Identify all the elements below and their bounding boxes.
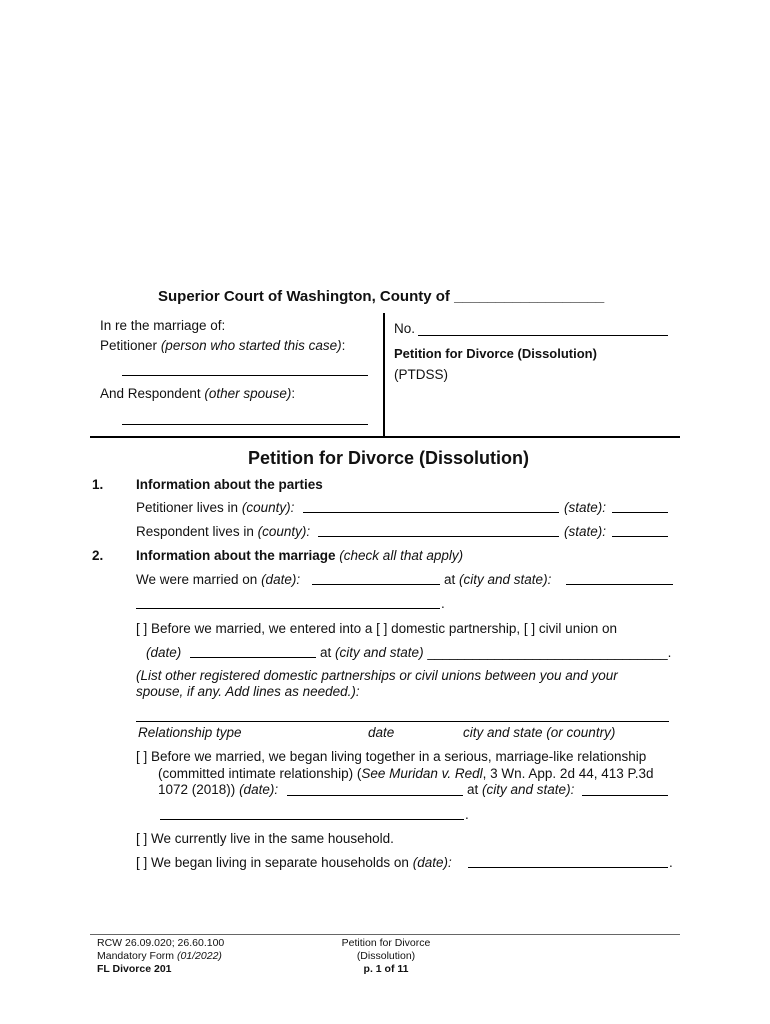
cohabitation-line-2 xyxy=(158,766,654,781)
caption-doc-title: Petition for Divorce (Dissolution) xyxy=(394,346,597,361)
dp-date-line[interactable] xyxy=(190,657,316,658)
cohab-date-line[interactable] xyxy=(287,795,463,796)
period: . xyxy=(465,807,469,822)
petitioner-county-line[interactable] xyxy=(303,512,559,513)
footer-form-id: FL Divorce 201 xyxy=(97,963,172,975)
case-number-label: No. xyxy=(394,321,416,336)
colon: : xyxy=(291,386,296,401)
footer-mandatory-date: (01/2022) xyxy=(176,950,222,962)
caption-divider xyxy=(383,313,385,437)
respondent-lives-label: Respondent lives in xyxy=(136,524,254,539)
case-number-line[interactable] xyxy=(418,335,668,336)
cohab-text-a: (committed intimate relationship) ( xyxy=(158,766,362,781)
marriage-date-line[interactable] xyxy=(312,584,440,585)
footer-title-2: (Dissolution) xyxy=(356,950,416,962)
section-1-heading: Information about the parties xyxy=(136,477,323,492)
date-label: (date): xyxy=(239,782,279,797)
county-label: (county): xyxy=(241,500,295,515)
main-title: Petition for Divorce (Dissolution) xyxy=(248,448,530,468)
marriage-place-row xyxy=(444,572,551,587)
petitioner-state-line[interactable] xyxy=(612,512,668,513)
footer-center xyxy=(316,937,456,976)
respondent-state-line[interactable] xyxy=(612,536,668,537)
footer-rule xyxy=(90,934,680,935)
at-label: at xyxy=(467,782,479,797)
married-on-label: We were married on xyxy=(136,572,258,587)
date-paren-label: (date) xyxy=(146,645,182,660)
respondent-label xyxy=(100,386,295,401)
footer-rcw: RCW 26.09.020; 26.60.100 xyxy=(97,937,225,949)
separate-households-row[interactable] xyxy=(136,855,452,870)
caption-doc-code: (PTDSS) xyxy=(394,367,448,382)
list-partnerships-note: (List other registered domestic partnerships or civil unions between you and your spouse, if any. Add lines as needed.): xyxy=(136,668,618,699)
separation-date-line[interactable] xyxy=(468,867,668,868)
city-state-paren-label: (city and state) xyxy=(335,645,424,660)
domestic-partnership-line[interactable]: [ ] Before we married, we entered into a [ ] domestic partnership, [ ] civil union on xyxy=(136,621,617,636)
petitioner-hint: (person who started this case) xyxy=(160,338,342,353)
cohab-text-b: , 3 Wn. App. 2d 44, 413 P.3d xyxy=(482,766,654,781)
cohabitation-line-3 xyxy=(158,782,278,797)
city-state-label: (city and state): xyxy=(459,572,552,587)
cohab-place-line-2[interactable] xyxy=(160,819,464,820)
footer-mandatory xyxy=(97,950,224,963)
footer-page-number: p. 1 of 11 xyxy=(363,963,409,975)
same-household-line[interactable]: [ ] We currently live in the same household. xyxy=(136,831,394,846)
respondent-name-line[interactable] xyxy=(122,424,368,425)
marriage-label: In re the marriage of: xyxy=(100,318,226,333)
county-blank[interactable]: __________________ xyxy=(454,288,605,305)
cohab-text-c: 1072 (2018)) xyxy=(158,782,240,797)
cohab-place-line[interactable] xyxy=(582,795,668,796)
section-2-heading-row xyxy=(136,548,463,563)
dp-date-row xyxy=(146,645,181,660)
respondent-hint: (other spouse) xyxy=(204,386,292,401)
date-label: (date): xyxy=(412,855,452,870)
petitioner-word: Petitioner xyxy=(100,338,158,353)
court-title-text: Superior Court of Washington, County of xyxy=(158,288,450,305)
at-label: at xyxy=(444,572,456,587)
col-date: date xyxy=(368,725,395,740)
section-1-number: 1. xyxy=(92,477,104,492)
city-state-label: (city and state): xyxy=(482,782,575,797)
col-city-state: city and state (or country) xyxy=(463,725,616,740)
section-2-hint: (check all that apply) xyxy=(339,548,464,563)
respondent-word: And Respondent xyxy=(100,386,201,401)
period: . xyxy=(669,855,673,870)
section-2-heading: Information about the marriage xyxy=(136,548,336,563)
col-relationship-type: Relationship type xyxy=(138,725,242,740)
respondent-lives-row xyxy=(136,524,310,539)
court-title xyxy=(158,288,604,305)
petitioner-label xyxy=(100,338,345,353)
separate-households-label: [ ] We began living in separate households on xyxy=(136,855,409,870)
petitioner-lives-row xyxy=(136,500,294,515)
at-label: at xyxy=(320,645,332,660)
partnerships-table-line[interactable] xyxy=(136,721,669,722)
marriage-place-line[interactable] xyxy=(566,584,673,585)
section-2-number: 2. xyxy=(92,548,104,563)
date-label: (date): xyxy=(261,572,301,587)
cohab-place-row xyxy=(467,782,574,797)
county-label: (county): xyxy=(257,524,311,539)
respondent-county-line[interactable] xyxy=(318,536,559,537)
period: . xyxy=(441,596,445,611)
dp-place-row xyxy=(320,645,671,660)
state-label: (state): xyxy=(564,500,607,515)
state-label: (state): xyxy=(564,524,607,539)
footer-left xyxy=(97,937,224,976)
cohabitation-line-1[interactable]: [ ] Before we married, we began living together in a serious, marriage-like relationship xyxy=(136,749,647,764)
petitioner-name-line[interactable] xyxy=(122,375,368,376)
dp-place-blank[interactable]: ________________________________. xyxy=(427,645,672,660)
footer-title-1: Petition for Divorce xyxy=(341,937,431,949)
case-citation: See Muridan v. Redl xyxy=(361,766,483,781)
footer-mandatory-text: Mandatory Form xyxy=(97,950,175,962)
colon: : xyxy=(341,338,346,353)
caption-bottom-rule xyxy=(90,436,680,438)
married-on-row xyxy=(136,572,300,587)
marriage-place-line-2[interactable] xyxy=(136,608,440,609)
petitioner-lives-label: Petitioner lives in xyxy=(136,500,239,515)
